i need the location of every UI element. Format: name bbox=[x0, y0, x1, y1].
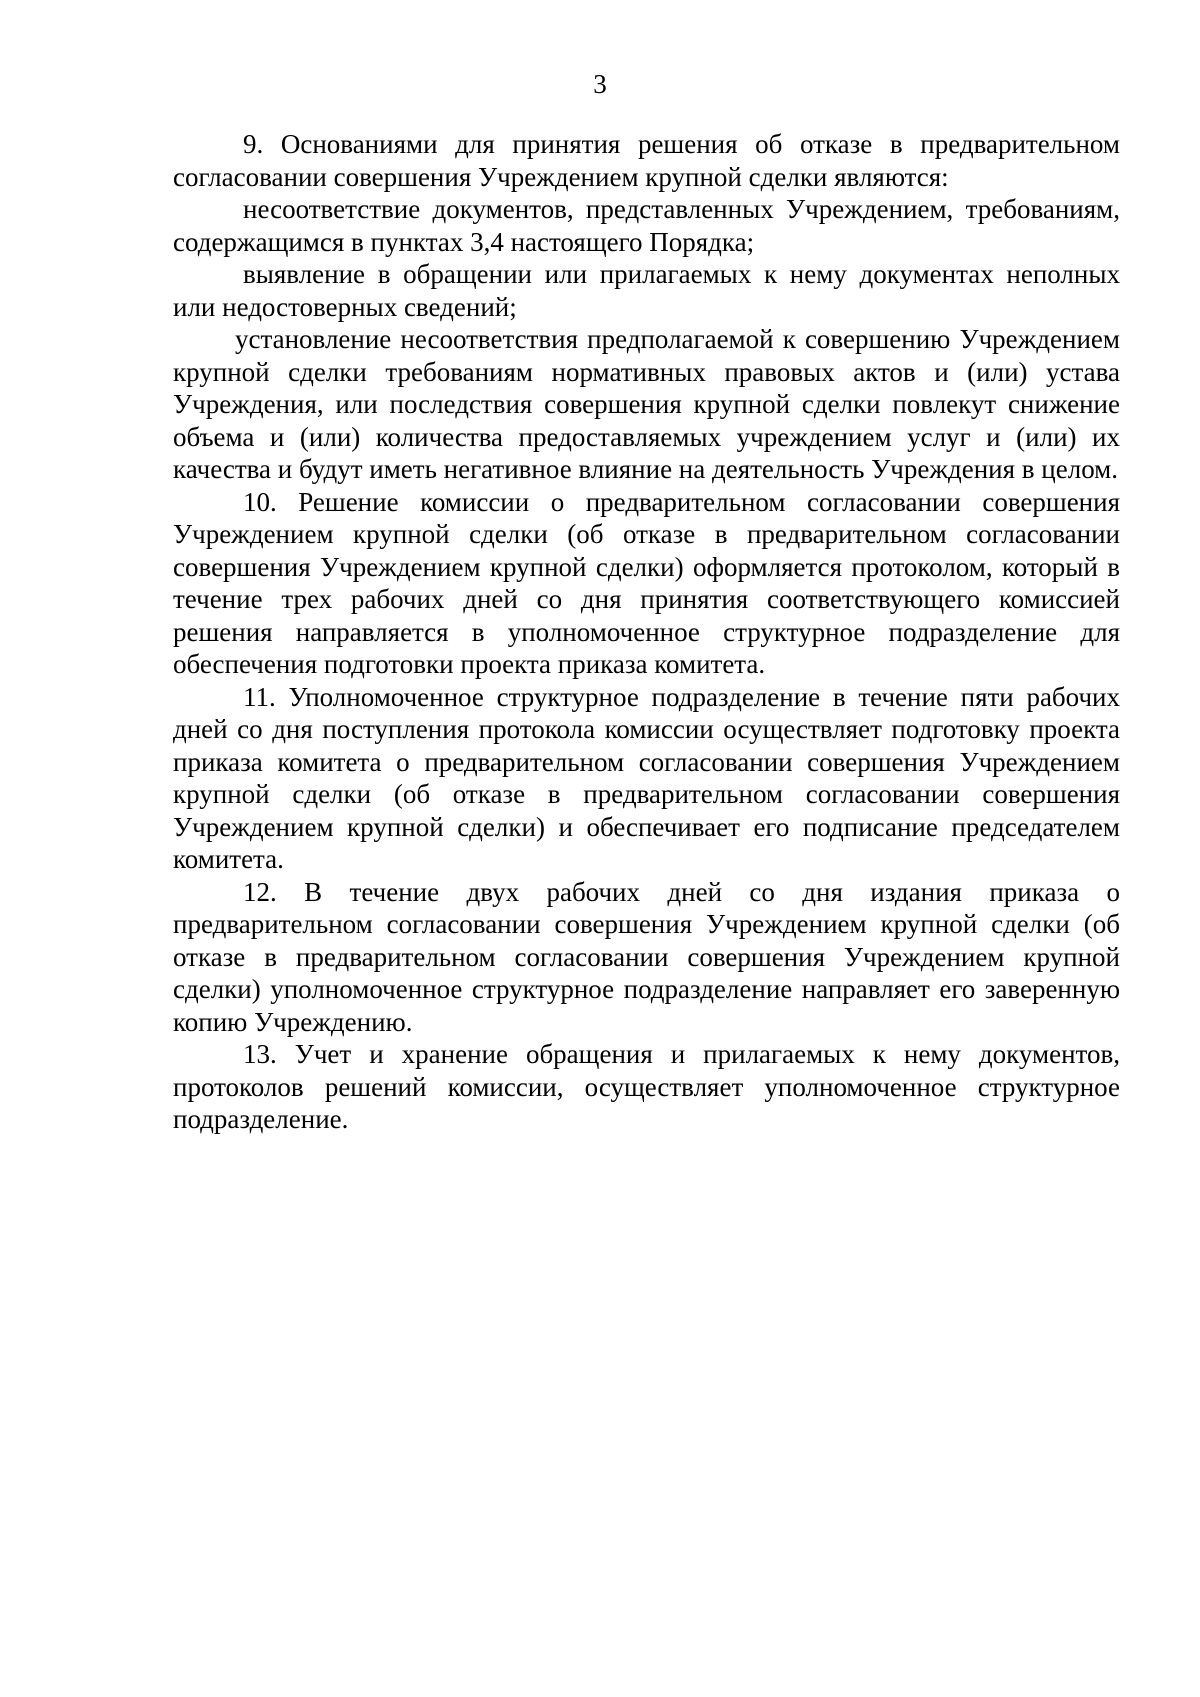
paragraph-13: 13. Учет и хранение обращения и прилагаемых к нему документов, протоколов решений комиссии, осуществляет уполномоченное структурное подразделение. bbox=[173, 1039, 1120, 1134]
paragraph-9-intro: 9. Основаниями для принятия решения об отказе в предварительном согласовании совершения Учреждением крупной сделки являются: bbox=[173, 129, 1120, 192]
paragraph-12: 12. В течение двух рабочих дней со дня издания приказа о предварительном согласовании совершения Учреждением крупной сделки (об отказе в предварительном согласовании совершения Учреждением крупной сделки) уполномоченное структурное подразделение направляет его заверенную копию Учреждению. bbox=[173, 876, 1120, 1037]
paragraph-10: 10. Решение комиссии о предварительном согласовании совершения Учреждением крупной сделки (об отказе в предварительном согласовании совершения Учреждением крупной сделки) оформляется протоколом, который в течение трех рабочих дней со дня принятия соответствующего комиссией решения направляется в уполномоченное структурное подразделение для обеспечения подготовки проекта приказа комитета. bbox=[173, 486, 1120, 679]
document-body bbox=[173, 128, 1120, 1136]
paragraph-11: 11. Уполномоченное структурное подразделение в течение пяти рабочих дней со дня поступления протокола комиссии осуществляет подготовку проекта приказа комитета о предварительном согласовании совершения Учреждением крупной сделки (об отказе в предварительном согласовании совершения Учреждением крупной сделки) и обеспечивает его подписание председателем комитета. bbox=[173, 681, 1120, 874]
paragraph-9-item-2: выявление в обращении или прилагаемых к нему документах неполных или недостоверных сведений; bbox=[173, 259, 1120, 322]
paragraph-9-item-1: несоответствие документов, представленных Учреждением, требованиям, содержащимся в пунктах 3,4 настоящего Порядка; bbox=[173, 194, 1120, 257]
page-number: 3 bbox=[593, 69, 607, 99]
paragraph-9-item-3: установление несоответствия предполагаемой к совершению Учреждением крупной сделки требованиям нормативных правовых актов и (или) устава Учреждения, или последствия совершения крупной сделки повлекут снижение объема и (или) количества предоставляемых учреждением услуг и (или) их качества и будут иметь негативное влияние на деятельность Учреждения в целом. bbox=[173, 324, 1120, 484]
